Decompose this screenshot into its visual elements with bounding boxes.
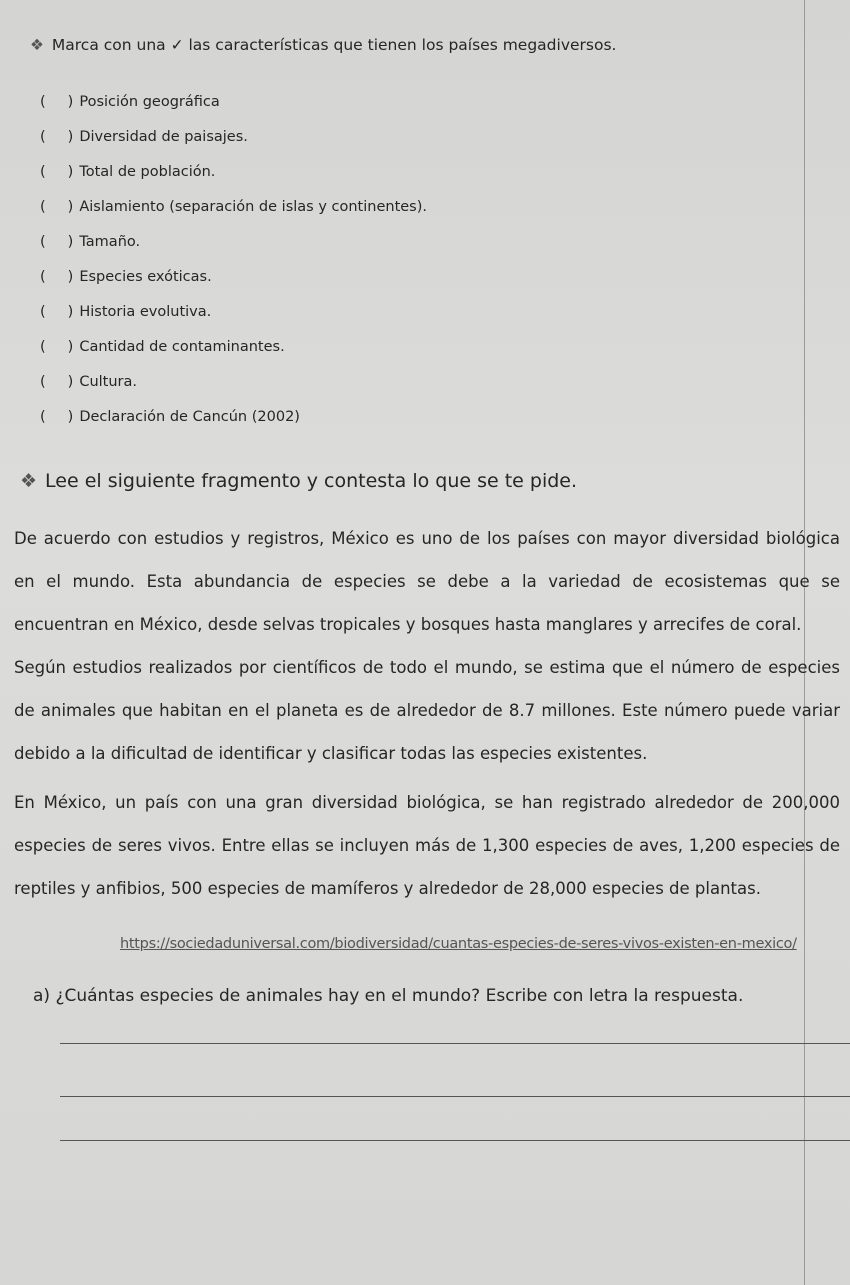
checkbox-parens[interactable]: ( ) — [40, 409, 74, 425]
section2-instruction: ❖ Lee el siguiente fragmento y contesta lo que se te pide. — [20, 470, 578, 492]
paragraph: En México, un país con una gran diversidad biológica, se han registrado alrededor de 200,000 especies de seres vivos. Entre ellas se incluyen más de 1,300 especies de aves, 1,200 especies de reptiles y anfibios, 500 especies de mamíferos y alrededor de 28,000 especies de plantas. — [14, 793, 840, 898]
answer-line[interactable] — [60, 1043, 850, 1044]
characteristics-list — [40, 92, 427, 442]
checkbox-parens[interactable]: ( ) — [40, 304, 74, 320]
checkbox-parens[interactable]: ( ) — [40, 164, 74, 180]
checklist-item[interactable] — [40, 407, 427, 442]
paragraph: Según estudios realizados por científicos de todo el mundo, se estima que el número de especies de animales que habitan en el planeta es de alrededor de 8.7 millones. Este número puede variar debido a la dificultad de identificar y clasificar todas las especies existentes. — [14, 658, 840, 763]
checklist-item[interactable] — [40, 267, 427, 302]
checklist-item[interactable] — [40, 372, 427, 407]
checklist-item[interactable] — [40, 162, 427, 197]
item-label: Tamaño. — [79, 234, 141, 250]
checkbox-parens[interactable]: ( ) — [40, 94, 74, 110]
source-link[interactable]: https://sociedaduniversal.com/biodiversidad/cuantas-especies-de-seres-vivos-existen-en-mexico/ — [120, 936, 797, 952]
checkbox-parens[interactable]: ( ) — [40, 374, 74, 390]
checkbox-parens[interactable]: ( ) — [40, 339, 74, 355]
checklist-item[interactable] — [40, 92, 427, 127]
answer-line[interactable] — [60, 1140, 850, 1141]
item-label: Cultura. — [79, 374, 138, 390]
checkbox-parens[interactable]: ( ) — [40, 234, 74, 250]
checklist-item[interactable] — [40, 127, 427, 162]
checkbox-parens[interactable]: ( ) — [40, 269, 74, 285]
item-label: Declaración de Cancún (2002) — [79, 409, 300, 425]
checklist-item[interactable] — [40, 232, 427, 267]
section1-instruction: ❖ Marca con una ✓ las características que tienen los países megadiversos. — [30, 36, 617, 54]
checklist-item[interactable] — [40, 337, 427, 372]
item-label: Cantidad de contaminantes. — [79, 339, 285, 355]
item-label: Aislamiento (separación de islas y continentes). — [79, 199, 427, 215]
item-label: Posición geográfica — [79, 94, 220, 110]
checklist-item[interactable] — [40, 197, 427, 232]
item-label: Historia evolutiva. — [79, 304, 212, 320]
question-a: a) ¿Cuántas especies de animales hay en el mundo? Escribe con letra la respuesta. — [33, 986, 744, 1006]
bullet-icon: ❖ — [30, 36, 44, 54]
checkbox-parens[interactable]: ( ) — [40, 129, 74, 145]
answer-line[interactable] — [60, 1096, 850, 1097]
item-label: Especies exóticas. — [79, 269, 212, 285]
checklist-item[interactable] — [40, 302, 427, 337]
paragraph: De acuerdo con estudios y registros, México es uno de los países con mayor diversidad biológica en el mundo. Esta abundancia de especies se debe a la variedad de ecosistemas que se encuentran en México, desde selvas tropicales y bosques hasta manglares y arrecifes de coral. — [14, 529, 840, 634]
item-label: Diversidad de paisajes. — [79, 129, 248, 145]
checkbox-parens[interactable]: ( ) — [40, 199, 74, 215]
bullet-icon: ❖ — [20, 470, 38, 492]
item-label: Total de población. — [79, 164, 216, 180]
